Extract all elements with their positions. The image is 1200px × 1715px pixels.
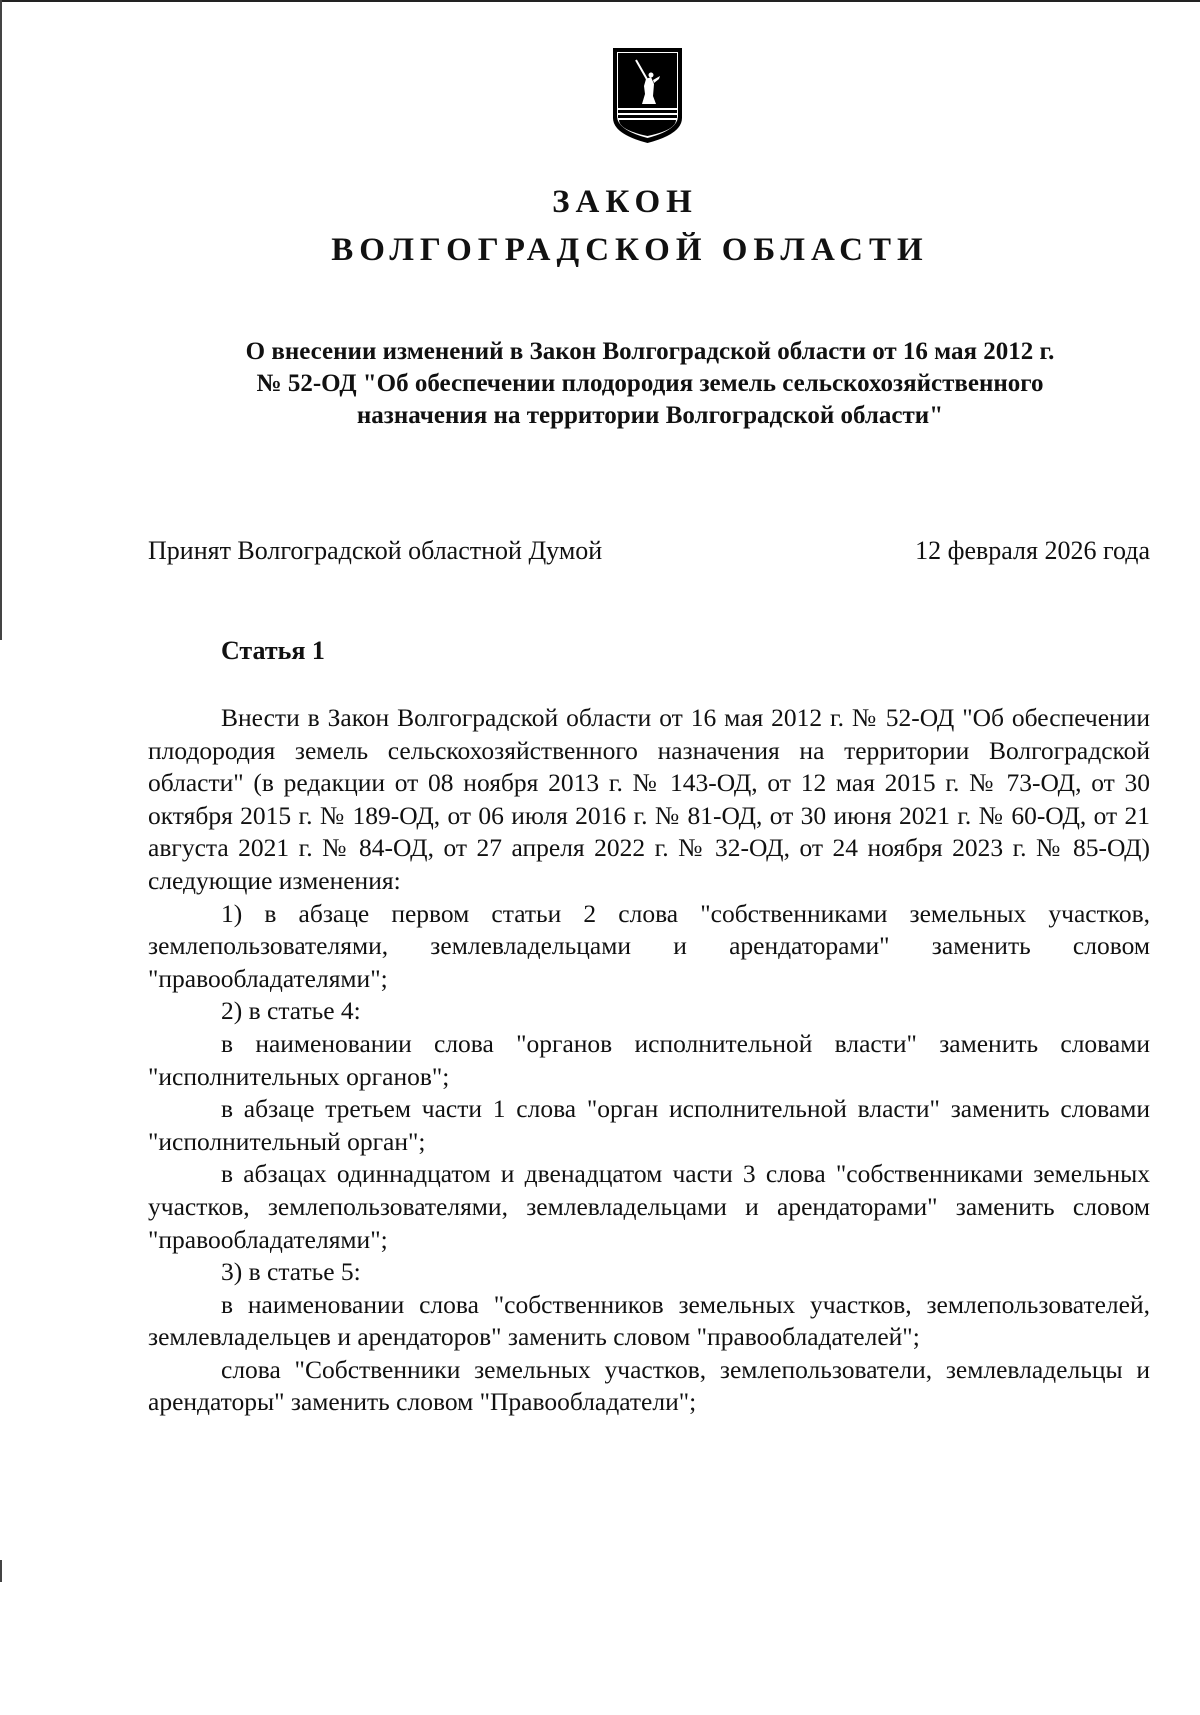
article-paragraph: в абзацах одиннадцатом и двенадцатом части 3 слова "собственниками земельных участков, землепользователями, землевладельцами и арендаторами" заменить словом "правообладателями"; [148,1159,1150,1254]
subtitle-line: назначения на территории Волгоградской области" [356,402,944,429]
subtitle-line: № 52-ОД "Об обеспечении плодородия земель сельскохозяйственного [256,370,1044,397]
volgograd-coat-of-arms-icon [610,46,685,146]
article-body [148,702,1150,1419]
adoption-date: 12 февраля 2026 года [915,536,1150,565]
law-subtitle [150,336,1150,432]
article-paragraph: в наименовании слова "органов исполнительной власти" заменить словами "исполнительных органов"; [148,1028,1150,1091]
scan-edge-left-lower [0,1560,2,1582]
article-paragraph: 3) в статье 5: [221,1257,361,1287]
article-paragraph: в наименовании слова "собственников земельных участков, землепользователей, землевладельцев и арендаторов" заменить словом "правообладателей"; [148,1289,1150,1352]
law-title: ЗАКОН [552,184,698,220]
scan-edge-top [0,0,1200,2]
adopting-body: Принят Волгоградской областной Думой [148,536,603,565]
law-region-title: ВОЛГОГРАДСКОЙ ОБЛАСТИ [331,232,929,268]
subtitle-line: О внесении изменений в Закон Волгоградской области от 16 мая 2012 г. [245,338,1055,365]
article-paragraph: 2) в статье 4: [221,996,361,1026]
article-paragraph: в абзаце третьем части 1 слова "орган исполнительной власти" заменить словами "исполнительный орган"; [148,1094,1150,1156]
article-paragraph: Внести в Закон Волгоградской области от 16 мая 2012 г. № 52-ОД "Об обеспечении плодородия земель сельскохозяйственного назначения на территории Волгоградской области" (в редакции от 08 ноября 2013 г. № 143-ОД, от 12 мая 2015 г. № 73-ОД, от 30 октября 2015 г. № 189-ОД, от 06 июля 2016 г. № 81-ОД, от 30 июня 2021 г. № 60-ОД, от 21 августа 2021 г. № 84-ОД, от 27 апреля 2022 г. № 32-ОД, от 24 ноября 2023 г. № 85-ОД) следующие изменения: [148,703,1150,895]
adoption-line [148,536,1150,566]
article-paragraph: слова "Собственники земельных участков, землепользователи, землевладельцы и арендаторы" заменить словом "Правообладатели"; [148,1354,1150,1417]
article-heading: Статья 1 [221,636,325,665]
article-paragraph: 1) в абзаце первом статьи 2 слова "собственниками земельных участков, землепользователями, землевладельцами и арендаторами" заменить словом "правообладателями"; [148,898,1150,993]
scan-edge-left [0,0,2,640]
